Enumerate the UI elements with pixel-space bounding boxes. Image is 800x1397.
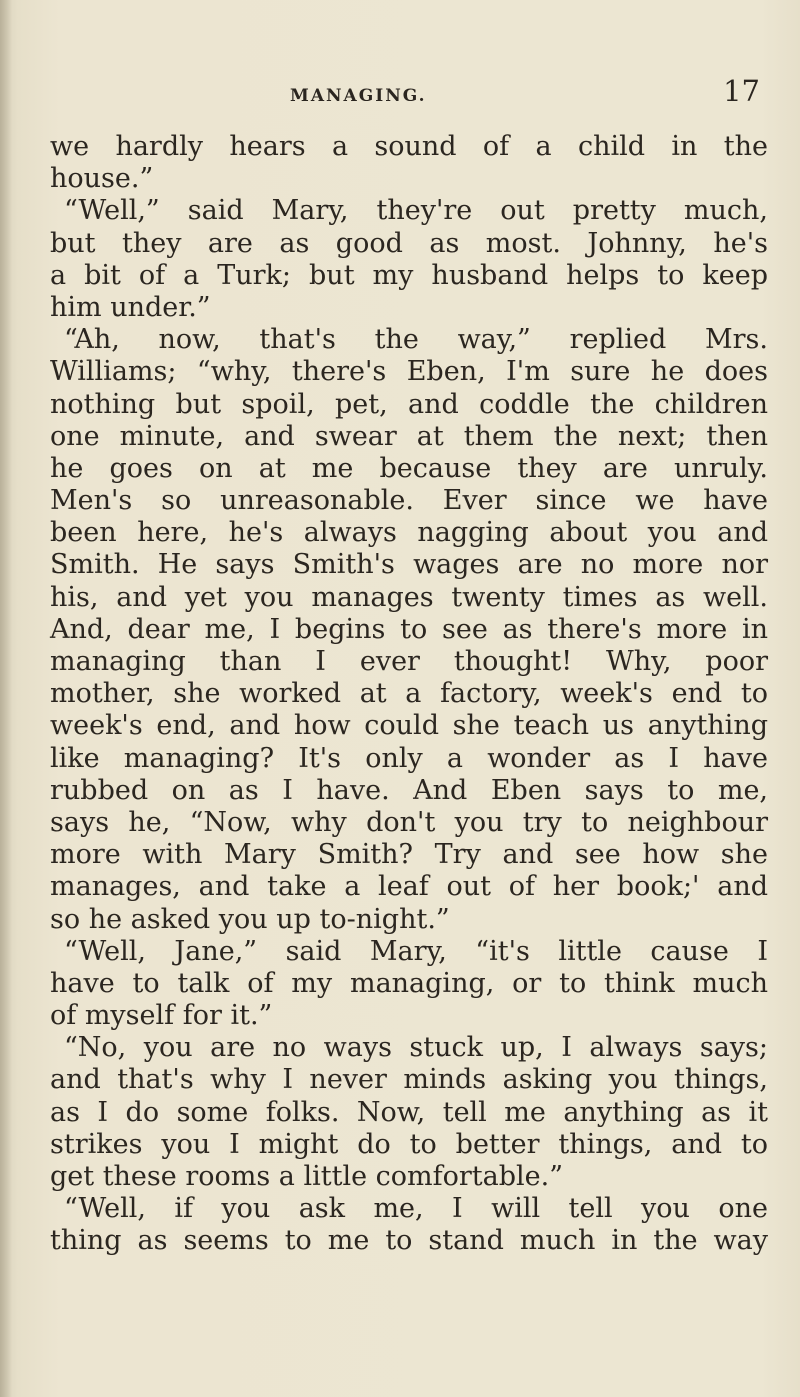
- body-text: [50, 131, 768, 1258]
- text-line: says he, “Now, why don't you try to neighbour: [50, 806, 768, 838]
- text-line: more with Mary Smith? Try and see how she: [50, 839, 768, 871]
- text-line: Men's so unreasonable. Ever since we have: [50, 485, 768, 517]
- text-line: Smith. He says Smith's wages are no more nor: [50, 549, 768, 581]
- text-line: get these rooms a little comfortable.”: [50, 1161, 563, 1192]
- text-line: him under.”: [50, 291, 211, 323]
- text-line: have to talk of my managing, or to think much: [50, 967, 768, 999]
- page-header: [290, 74, 760, 114]
- text-line: managing than I ever thought! Why, poor: [50, 646, 768, 677]
- text-line: “Well, Jane,” said Mary, “it's little cause I: [64, 935, 768, 967]
- text-line: one minute, and swear at them the next; then: [50, 420, 768, 452]
- text-line: house.”: [50, 163, 154, 195]
- gutter-shadow: [0, 0, 12, 1397]
- text-line: “Well,” said Mary, they're out pretty much,: [64, 195, 768, 227]
- text-line: “Well, if you ask me, I will tell you one: [64, 1193, 768, 1225]
- text-line: been here, he's always nagging about you and: [50, 517, 768, 549]
- text-line: Williams; “why, there's Eben, I'm sure he does: [50, 356, 768, 388]
- text-line: rubbed on as I have. And Eben says to me,: [50, 774, 768, 806]
- running-head: MANAGING.: [290, 86, 427, 106]
- text-line: strikes you I might do to better things, and to: [50, 1128, 768, 1160]
- text-line: but they are as good as most. Johnny, he's: [50, 227, 768, 259]
- text-line: as I do some folks. Now, tell me anything as it: [50, 1096, 768, 1128]
- text-line: “Ah, now, that's the way,” replied Mrs.: [64, 324, 768, 356]
- text-line: a bit of a Turk; but my husband helps to keep: [50, 259, 768, 291]
- text-line: mother, she worked at a factory, week's end to: [50, 678, 768, 710]
- page-number: 17: [723, 74, 760, 108]
- text-line: his, and yet you manages twenty times as well.: [50, 581, 768, 613]
- text-line: so he asked you up to-night.”: [50, 903, 450, 935]
- text-line: we hardly hears a sound of a child in the: [50, 131, 768, 162]
- text-line: he goes on at me because they are unruly.: [50, 452, 768, 484]
- text-line: And, dear me, I begins to see as there's more in: [50, 613, 768, 645]
- text-line: week's end, and how could she teach us anything: [50, 710, 768, 742]
- text-line: manages, and take a leaf out of her book;' and: [50, 871, 768, 903]
- text-line: nothing but spoil, pet, and coddle the children: [50, 388, 768, 420]
- text-line: and that's why I never minds asking you things,: [50, 1064, 768, 1096]
- text-line: “No, you are no ways stuck up, I always says;: [64, 1032, 768, 1064]
- text-line: of myself for it.”: [50, 1000, 273, 1032]
- text-line: like managing? It's only a wonder as I have: [50, 742, 768, 774]
- text-line: thing as seems to me to stand much in the way: [50, 1225, 768, 1257]
